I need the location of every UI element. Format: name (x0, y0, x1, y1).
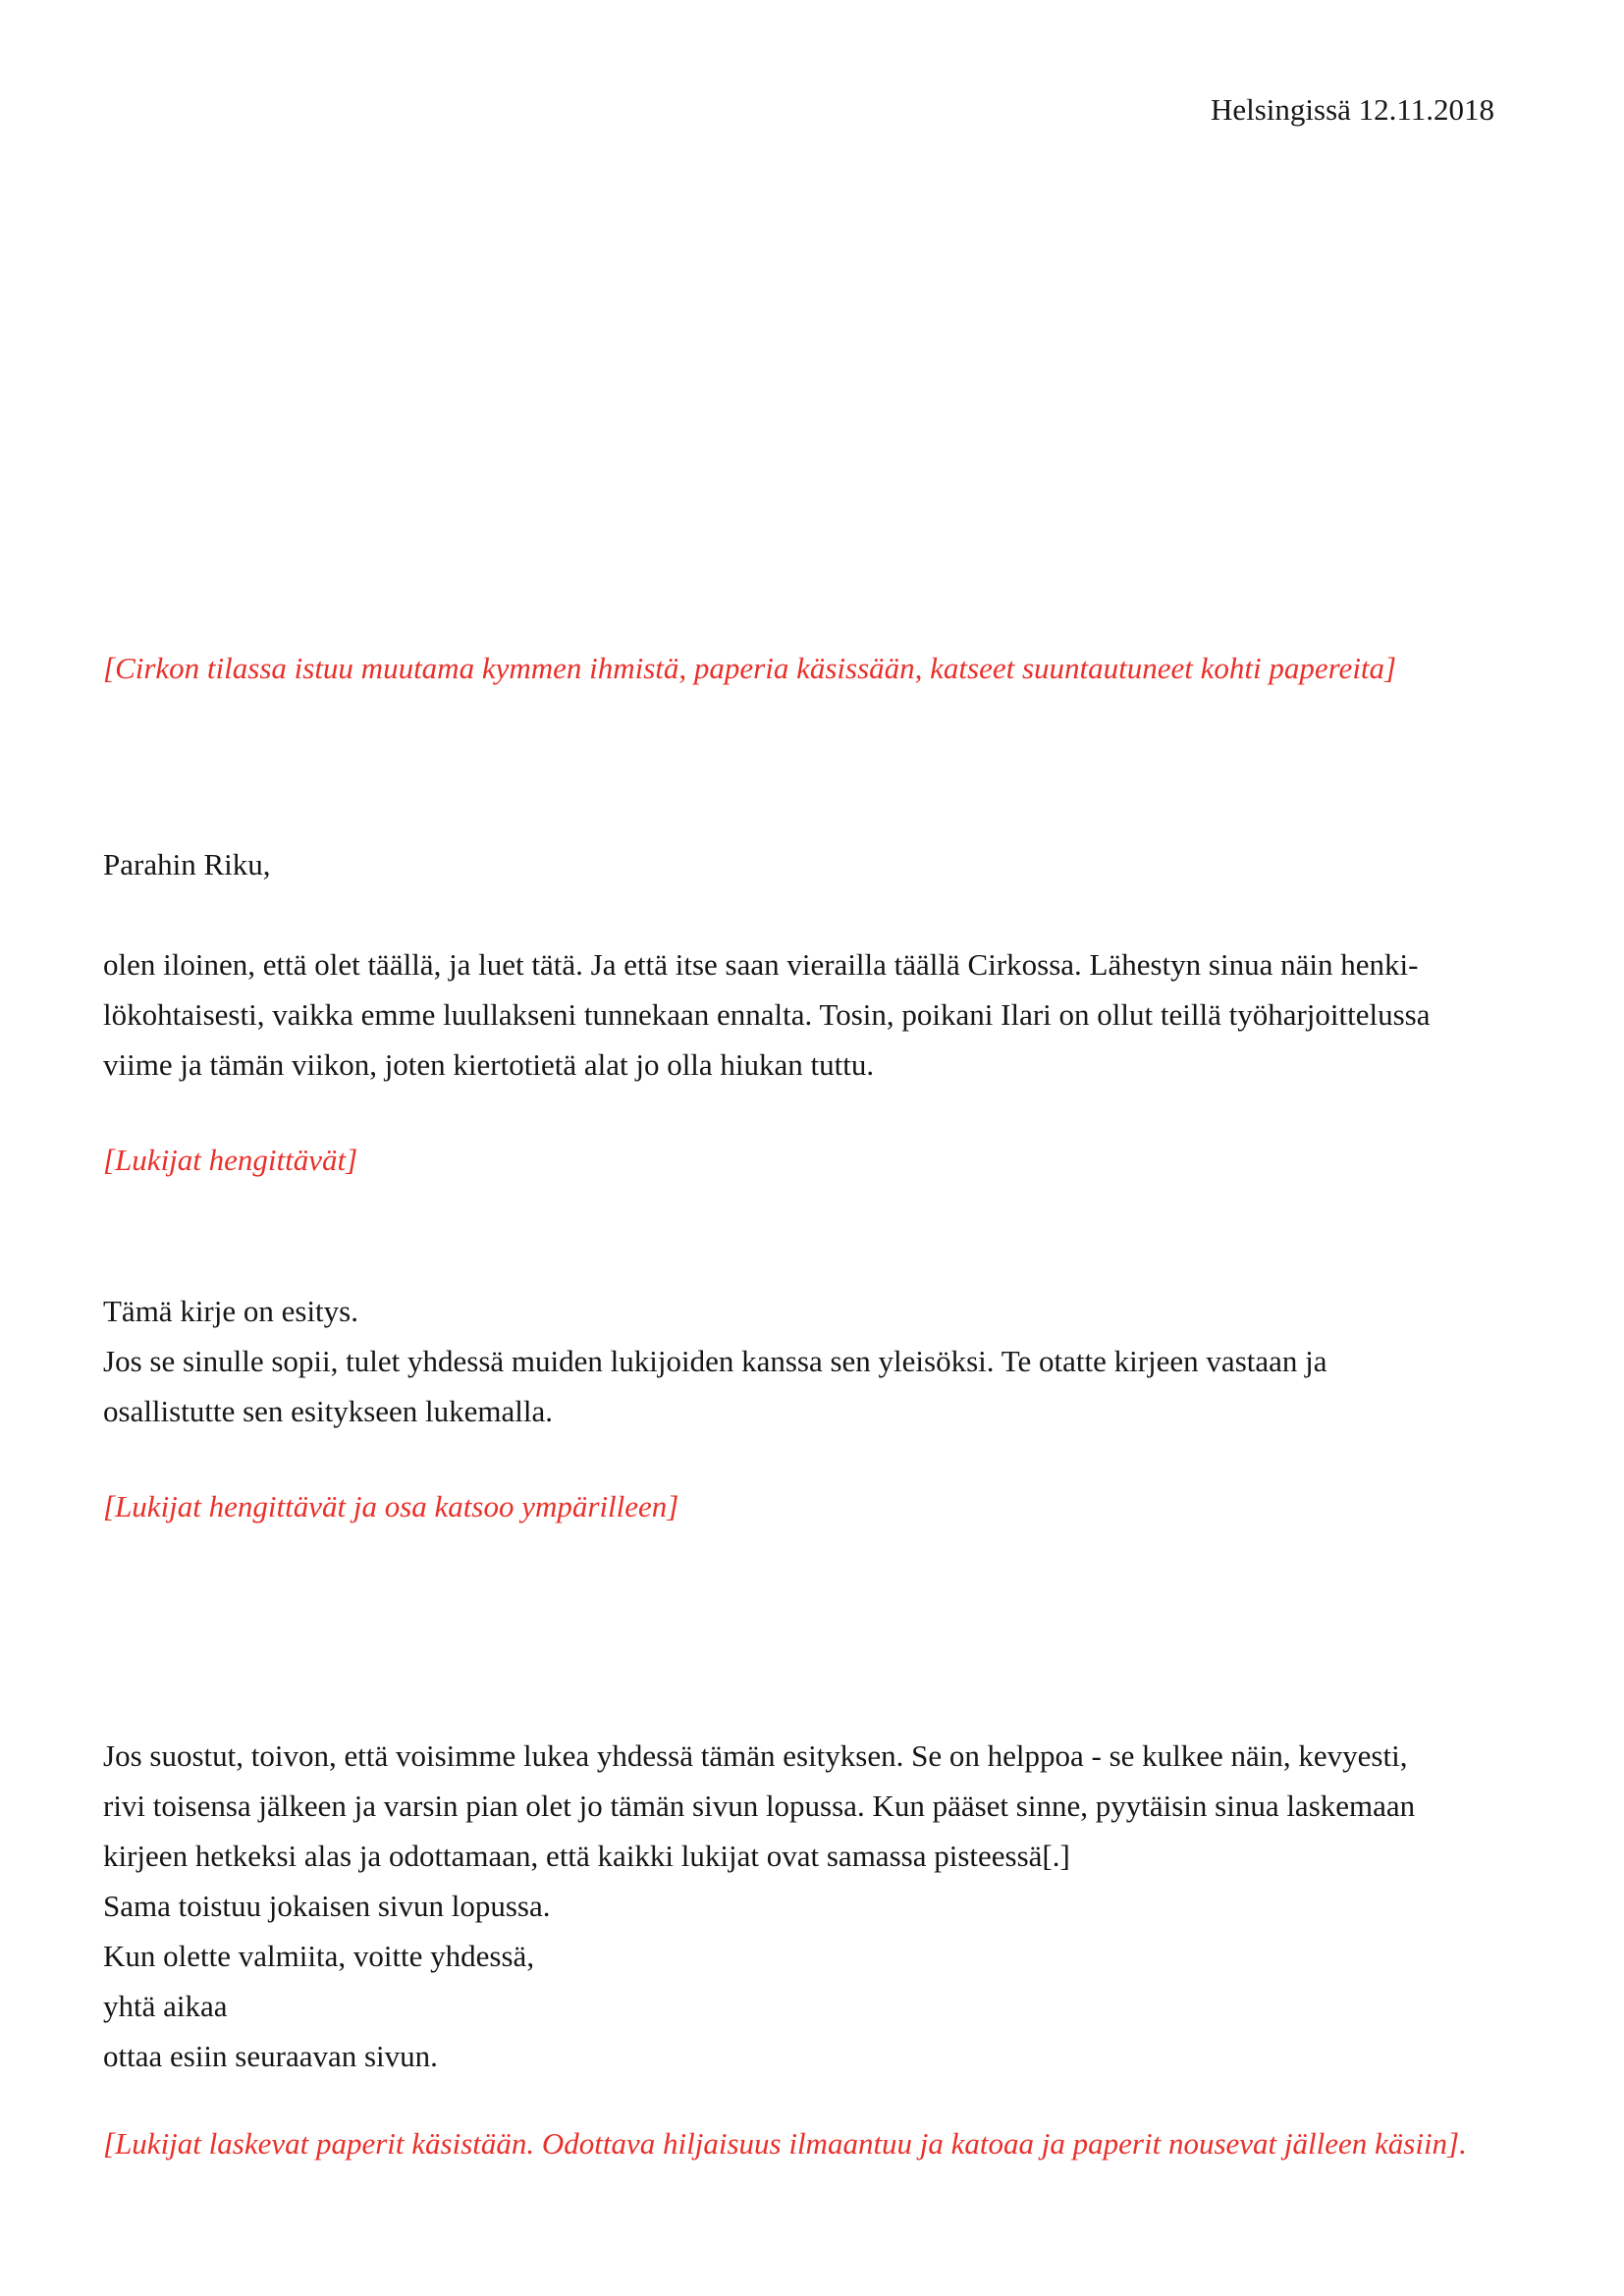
paragraph-3-line: kirjeen hetkeksi alas ja odottamaan, että kaikki lukijat ovat samassa pisteessä[.] (103, 1839, 1070, 1873)
paragraph-1-line: viime ja tämän viikon, joten kiertotietä alat jo olla hiukan tuttu. (103, 1047, 875, 1082)
paragraph-2-line: Tämä kirje on esitys. (103, 1294, 358, 1328)
paragraph-1-line: olen iloinen, että olet täällä, ja luet tätä. Ja että itse saan vierailla täällä Cirkossa. Lähestyn sinua näin henki- (103, 947, 1419, 982)
paragraph-3-line: Sama toistuu jokaisen sivun lopussa. (103, 1889, 551, 1923)
paragraph-3-line: rivi toisensa jälkeen ja varsin pian olet jo tämän sivun lopussa. Kun pääset sinne, pyytäisin sinua laskemaan (103, 1789, 1416, 1823)
paragraph-3-line: ottaa esiin seuraavan sivun. (103, 2039, 438, 2073)
stage-direction-3: [Lukijat hengittävät ja osa katsoo ympärilleen] (103, 1489, 679, 1523)
paragraph-3-line: Kun olette valmiita, voitte yhdessä, (103, 1939, 535, 1973)
stage-direction-4: [Lukijat laskevat paperit käsistään. Odottava hiljaisuus ilmaantuu ja katoaa ja paperit nousevat jälleen käsiin]. (103, 2126, 1467, 2161)
paragraph-2 (103, 1286, 1537, 1436)
paragraph-3-line: yhtä aikaa (103, 1989, 228, 2023)
paragraph-2-line: Jos se sinulle sopii, tulet yhdessä muiden lukijoiden kanssa sen yleisöksi. Te otatte kirjeen vastaan ja (103, 1344, 1327, 1378)
salutation: Parahin Riku, (103, 847, 271, 881)
stage-direction-2: [Lukijat hengittävät] (103, 1143, 358, 1177)
paragraph-3 (103, 1731, 1537, 2081)
paragraph-3-line: Jos suostut, toivon, että voisimme lukea yhdessä tämän esityksen. Se on helppoa - se kulkee näin, kevyesti, (103, 1738, 1408, 1773)
paragraph-1 (103, 939, 1537, 1090)
paragraph-1-line: lökohtaisesti, vaikka emme luullakseni tunnekaan ennalta. Tosin, poikani Ilari on ollut teillä työharjoittelussa (103, 997, 1431, 1032)
paragraph-2-line: osallistutte sen esitykseen lukemalla. (103, 1394, 554, 1428)
stage-direction-1: [Cirkon tilassa istuu muutama kymmen ihmistä, paperia käsissään, katseet suuntautuneet kohti papereita] (103, 651, 1397, 685)
dateline: Helsingissä 12.11.2018 (1210, 92, 1494, 127)
